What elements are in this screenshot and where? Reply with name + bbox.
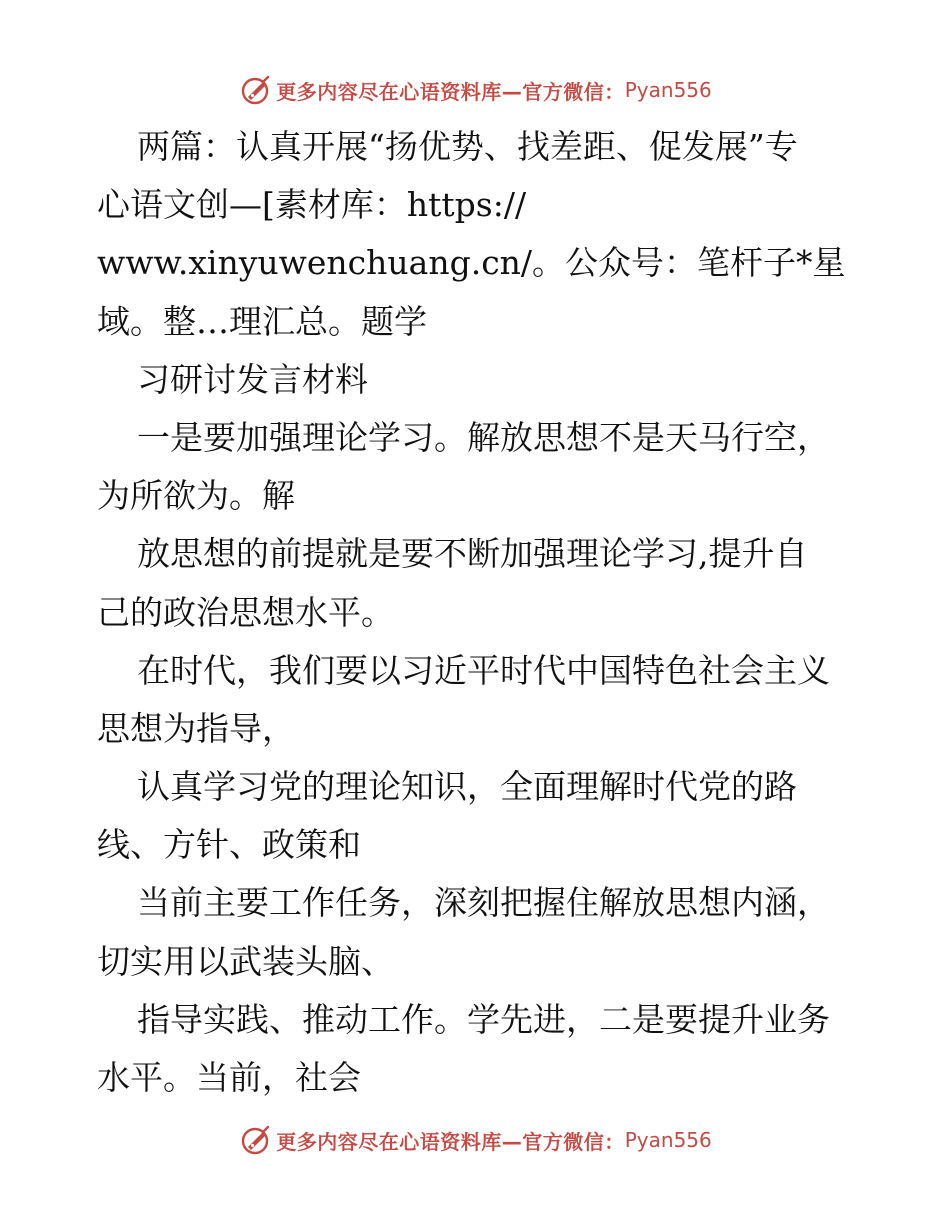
header-watermark — [0, 70, 950, 110]
document-body — [97, 118, 867, 1107]
text-line: 切实用以武装头脑、 — [97, 941, 394, 981]
text-line: 线、方针、政策和 — [97, 825, 361, 865]
text-line: 认真学习党的理论知识，全面理解时代党的路 — [137, 767, 797, 807]
watermark-slogan: 更多内容尽在心语资料库—官方微信： — [276, 1129, 625, 1154]
watermark-contact: Pyan556 — [624, 1128, 712, 1152]
text-line: 当前主要工作任务，深刻把握住解放思想内涵， — [137, 883, 830, 923]
pen-nib-circle-icon — [238, 1123, 272, 1157]
text-line: 心语文创—[素材库：https:// — [97, 185, 527, 225]
text-line: 在时代，我们要以习近平时代中国特色社会主义 — [137, 650, 830, 690]
text-line: 一是要加强理论学习。解放思想不是天马行空， — [137, 417, 830, 457]
text-line: 为所欲为。解 — [97, 476, 295, 516]
text-line: 习研讨发言材料 — [137, 359, 368, 399]
footer-watermark — [0, 1120, 950, 1160]
text-line: 指导实践、推动工作。学先进，二是要提升业务 — [137, 999, 830, 1039]
pen-nib-circle-icon — [238, 73, 272, 107]
text-line: 己的政治思想水平。 — [97, 592, 394, 632]
text-line: 水平。当前，社会 — [97, 1058, 361, 1097]
watermark-slogan: 更多内容尽在心语资料库—官方微信： — [276, 79, 625, 104]
text-line: 两篇：认真开展“扬优势、找差距、促发展”专 — [137, 127, 798, 166]
watermark-contact: Pyan556 — [624, 78, 712, 102]
text-line: 放思想的前提就是要不断加强理论学习,提升自 — [137, 534, 808, 574]
text-line: 思想为指导， — [97, 708, 295, 748]
text-line: 域。整…理汇总。题学 — [97, 301, 427, 341]
text-line: www.xinyuwenchuang.cn/。公众号：笔杆子*星 — [97, 243, 846, 283]
